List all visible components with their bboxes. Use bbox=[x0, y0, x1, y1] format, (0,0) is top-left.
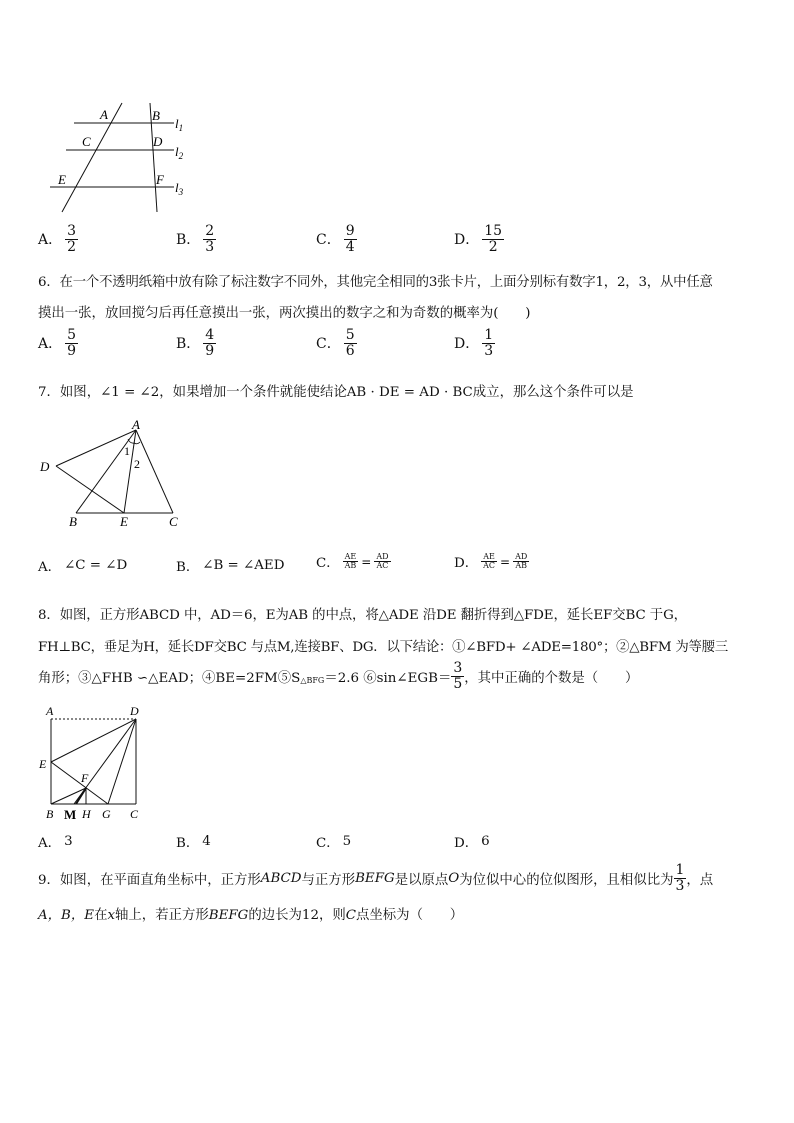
label-D: D bbox=[130, 704, 139, 718]
label-E: E bbox=[120, 514, 128, 529]
q8-stem-line2: FH⊥BC，垂足为H，延长DF交BC 与点M,连接BF、DG．以下结论：①∠BFD+ ∠ADE=180°；②△BFM 为等腰三 bbox=[38, 640, 728, 655]
q7-option-a[interactable]: A． ∠C = ∠D bbox=[38, 558, 128, 575]
q5-option-d[interactable]: D． $\frac{15}{2}$ bbox=[454, 223, 503, 255]
label-A: A bbox=[46, 704, 54, 718]
q8-square-figure bbox=[36, 702, 148, 824]
label-E: E bbox=[58, 172, 66, 187]
label-C: C bbox=[169, 514, 178, 529]
label-C: C bbox=[82, 134, 91, 149]
label-l3-sub: 3 bbox=[178, 187, 184, 197]
svg-text:l1 bbox=[175, 116, 183, 133]
q8-stem-line1: 8．如图，正方形ABCD 中，AD＝6，E为AB 的中点，将△ADE 沿DE 翻折得到△FDE，延长EF交BC 于G， bbox=[38, 608, 687, 623]
label-l1: l bbox=[175, 116, 179, 131]
label-B: B bbox=[152, 108, 160, 123]
q8-option-c[interactable]: C． 5 bbox=[316, 834, 352, 851]
label-F: F bbox=[156, 172, 164, 187]
label-B: B bbox=[69, 514, 77, 529]
q6-option-b[interactable]: B． $\frac{4}{9}$ bbox=[176, 327, 215, 359]
q9-stem-line2: A，B，E在x轴上，若正方形BEFG的边长为12，则C点坐标为（ ） bbox=[38, 908, 464, 923]
q5-option-c[interactable]: C． $\frac{9}{4}$ bbox=[316, 223, 355, 255]
label-A: A bbox=[132, 418, 140, 432]
label-D: D bbox=[40, 459, 50, 474]
q8-stem-line3: 角形；③△FHB ∽△EAD；④BE=2FM⑤S $_{\triangle BFG}$ ＝2.6 ⑥sin∠EGB＝ $\frac{3}{5}$ ，其中正确的个数是（ ） bbox=[38, 660, 639, 692]
label-D: D bbox=[153, 134, 163, 149]
q6-option-c[interactable]: C． $\frac{5}{6}$ bbox=[316, 327, 355, 359]
q6-stem-line1: 6．在一个不透明纸箱中放有除了标注数字不同外，其他完全相同的3张卡片，上面分别标有数字1，2，3，从中任意 bbox=[38, 275, 713, 290]
label-angle-2: 2 bbox=[134, 457, 140, 471]
label-l2-sub: 2 bbox=[178, 151, 184, 161]
q5-parallel-lines-figure bbox=[44, 100, 204, 218]
label-A: A bbox=[100, 107, 108, 122]
q7-stem: 7．如图，∠1 = ∠2，如果增加一个条件就能使结论AB · DE = AD · BC成立，那么这个条件可以是 bbox=[38, 385, 634, 400]
label-M: M bbox=[64, 807, 77, 822]
label-l1-sub: 1 bbox=[178, 123, 184, 133]
transversal-left bbox=[62, 103, 122, 212]
label-H: H bbox=[82, 807, 91, 821]
q7-option-d[interactable]: D． $\frac{AE}{AC}$ = $\frac{AD}{AB}$ bbox=[454, 551, 528, 571]
label-C: C bbox=[130, 807, 139, 821]
q5-option-b[interactable]: B． $\frac{2}{3}$ bbox=[176, 223, 215, 255]
label-F: F bbox=[81, 771, 89, 785]
svg-text:l2 bbox=[175, 144, 184, 161]
label-G: G bbox=[102, 807, 111, 821]
label-E: E bbox=[39, 757, 47, 771]
q6-option-a[interactable]: A． $\frac{5}{9}$ bbox=[38, 327, 77, 359]
q6-stem-line2: 摸出一张，放回搅匀后再任意摸出一张，两次摸出的数字之和为奇数的概率为( ) bbox=[38, 306, 531, 321]
label-l2: l bbox=[175, 144, 179, 159]
svg-text:l3 bbox=[175, 180, 184, 197]
q8-option-d[interactable]: D． 6 bbox=[454, 834, 490, 851]
label-l3: l bbox=[175, 180, 179, 195]
label-angle-1: 1 bbox=[124, 444, 130, 458]
q5-option-a[interactable]: A． $\frac{3}{2}$ bbox=[38, 223, 77, 255]
q6-option-d[interactable]: D． $\frac{1}{3}$ bbox=[454, 327, 494, 359]
q8-option-a[interactable]: A． 3 bbox=[38, 834, 73, 851]
q9-stem-line1: 9．如图，在平面直角坐标中，正方形 ABCD 与正方形 BEFG 是以原点 O 为位似中心的位似图形，且相似比为 $\frac{1}{3}$ ，点 bbox=[38, 862, 714, 894]
q7-option-b[interactable]: B． ∠B = ∠AED bbox=[176, 558, 285, 575]
q8-option-b[interactable]: B． 4 bbox=[176, 834, 211, 851]
q7-triangle-figure bbox=[36, 418, 196, 530]
label-B: B bbox=[46, 807, 54, 821]
q7-option-c[interactable]: C． $\frac{AE}{AB}$ = $\frac{AD}{AC}$ bbox=[316, 551, 389, 571]
